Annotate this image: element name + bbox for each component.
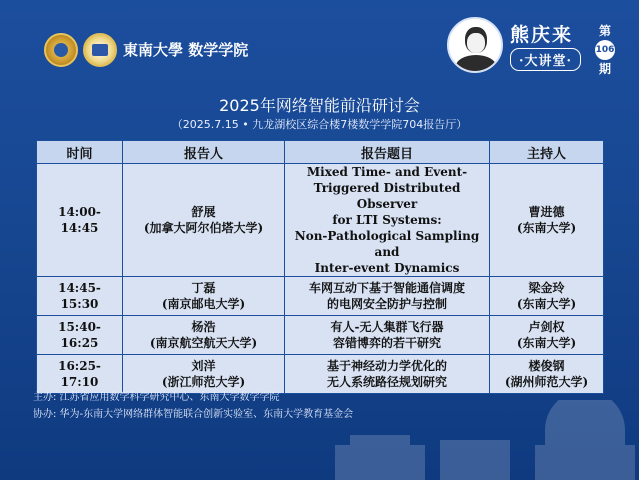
issue-number: 106 [595, 40, 615, 60]
topic-line: 容错博弈的若干研究 [332, 336, 441, 350]
page-subtitle: （2025.7.15 • 九龙湖校区综合楼7楼数学学院704报告厅） [171, 118, 468, 131]
schedule-table [36, 140, 604, 394]
topic-cell [285, 277, 490, 316]
speaker-cell [123, 277, 285, 316]
header-time: 时间 [37, 141, 123, 164]
topic-cell [285, 316, 490, 355]
co-organizer-text: 协办: 华为-东南大学网络群体智能联合创新实验室、东南大学教育基金会 [33, 409, 354, 420]
host-name: 卢剑权 [528, 320, 565, 334]
topic-line: Inter-event Dynamics [314, 261, 460, 275]
header-host: 主持人 [490, 141, 604, 164]
math-school-logo [83, 33, 117, 67]
host-name: 梁金玲 [528, 281, 565, 295]
campus-building-silhouette [330, 400, 639, 480]
speaker-affiliation: (南京邮电大学) [161, 297, 246, 311]
issue-suffix: 期 [598, 62, 611, 76]
time-cell: 14:45-15:30 [37, 277, 123, 316]
host-affiliation: (东南大学) [516, 336, 577, 350]
lecture-series-subtitle: ·大讲堂· [510, 48, 581, 71]
speaker-affiliation: (浙江师范大学) [161, 375, 246, 389]
portrait-image [447, 17, 503, 73]
header [0, 0, 639, 82]
host-cell [490, 316, 604, 355]
school-name: 東南大學 数学学院 [123, 41, 249, 59]
table-row [37, 164, 604, 277]
host-affiliation: (东南大学) [516, 297, 577, 311]
speaker-affiliation: (加拿大阿尔伯塔大学) [143, 221, 264, 235]
header-speaker: 报告人 [123, 141, 285, 164]
host-name: 楼俊钢 [528, 359, 565, 373]
host-affiliation: (湖州师范大学) [504, 375, 589, 389]
topic-cell [285, 355, 490, 394]
topic-line: 的电网安全防护与控制 [326, 297, 447, 311]
speaker-cell [123, 316, 285, 355]
topic-line: Non-Pathological Sampling and [294, 229, 480, 259]
lecture-series-name: 熊庆来 [510, 24, 574, 46]
host-cell [490, 355, 604, 394]
topic-line: 有人-无人集群飞行器 [330, 320, 444, 334]
speaker-name: 杨浩 [191, 320, 216, 334]
topic-line: 基于神经动力学优化的 [326, 359, 447, 373]
topic-line: Triggered Distributed Observer [313, 181, 461, 211]
time-cell: 14:00-14:45 [37, 164, 123, 277]
table-row [37, 316, 604, 355]
speaker-cell [123, 164, 285, 277]
topic-line: Mixed Time- and Event- [306, 165, 468, 179]
topic-line: 无人系统路径规划研究 [326, 375, 447, 389]
topic-cell [285, 164, 490, 277]
issue-badge [594, 24, 616, 76]
host-cell [490, 277, 604, 316]
table-header-row [37, 141, 604, 164]
time-cell: 15:40-16:25 [37, 316, 123, 355]
page-title: 2025年网络智能前沿研讨会 [219, 96, 420, 115]
table-row [37, 277, 604, 316]
host-affiliation: (东南大学) [516, 221, 577, 235]
topic-line: for LTI Systems: [332, 213, 442, 227]
speaker-name: 丁磊 [191, 281, 216, 295]
host-name: 曹进德 [528, 205, 565, 219]
speaker-name: 刘洋 [191, 359, 216, 373]
time-cell: 16:25-17:10 [37, 355, 123, 394]
header-topic: 报告题目 [285, 141, 490, 164]
organizer-text: 主办: 江苏省应用数学科学研究中心、东南大学数学学院 [33, 392, 280, 403]
speaker-name: 舒展 [191, 205, 216, 219]
speaker-affiliation: (南京航空航天大学) [149, 336, 258, 350]
seu-emblem-logo [44, 33, 78, 67]
host-cell [490, 164, 604, 277]
topic-line: 车网互动下基于智能通信调度 [308, 281, 465, 295]
issue-prefix: 第 [598, 24, 611, 38]
